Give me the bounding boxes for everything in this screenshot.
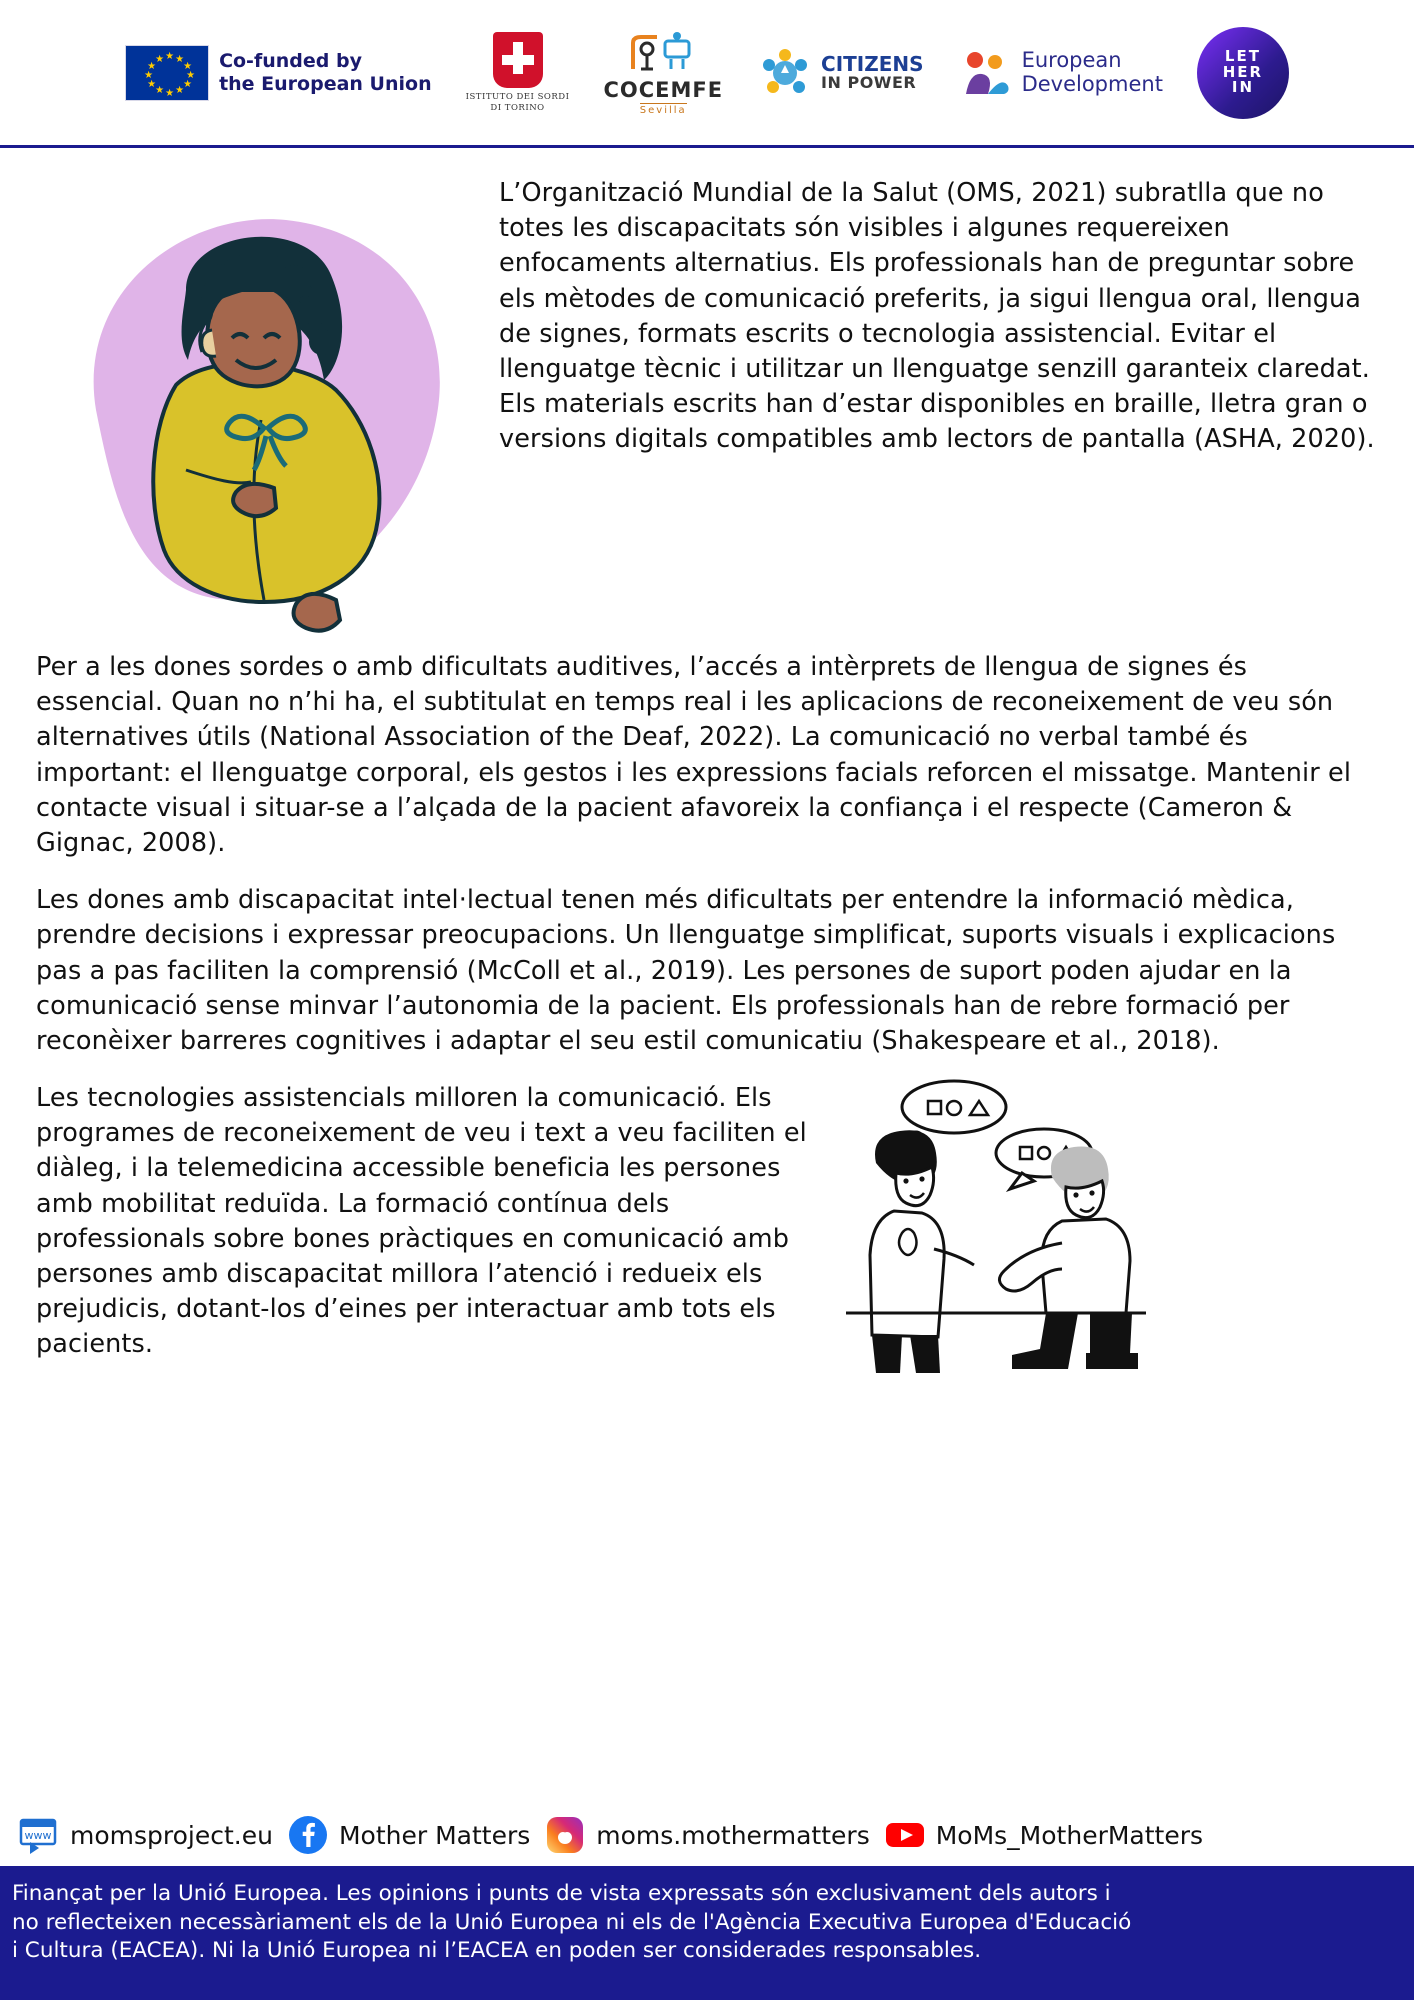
lether-line1: LET xyxy=(1224,46,1261,65)
istituto-dei-sordi-logo xyxy=(466,32,570,113)
social-label-facebook: Mother Matters xyxy=(338,1820,531,1850)
lether-in-logo xyxy=(1197,27,1289,119)
cip-line1: CITIZENS xyxy=(821,51,924,76)
pregnant-woman-illustration xyxy=(36,170,481,650)
paragraph-4: Les tecnologies assistencials milloren la comunicació. Els programes de reconeixement de veu i text a veu faciliten el diàleg, i la telemedicina accessible beneficia les persones amb mobilitat reduïda. La formació contínua dels professionals sobre bones pràctiques en comunicació amb persones amb discapacitat millora l’atenció i redueix els prejudicis, dotant-los d’eines per interactuar amb tots els pacients. xyxy=(36,1083,807,1360)
instagram-icon xyxy=(544,1814,586,1856)
social-item-youtube[interactable] xyxy=(884,1814,1203,1856)
social-item-facebook[interactable] xyxy=(287,1814,530,1856)
eu-logo-line2: the European Union xyxy=(219,72,432,95)
citizens-in-power-mark-icon xyxy=(757,45,813,101)
citizens-in-power-logo xyxy=(757,45,924,101)
social-label-website: momsproject.eu xyxy=(70,1820,273,1850)
edev-line2: Development xyxy=(1021,71,1163,96)
lether-line3: IN xyxy=(1231,78,1254,97)
cocemfe-city: Sevilla xyxy=(639,105,687,116)
isdt-line2: DI TORINO xyxy=(490,102,545,113)
disclaimer-line-3: i Cultura (EACEA). Ni la Unió Europea ni l’EACEA en poden ser considerades responsables. xyxy=(12,1938,982,1964)
document-body xyxy=(0,148,1414,1385)
cocemfe-logo xyxy=(603,29,723,116)
paragraph-3: Les dones amb discapacitat intel·lectual tenen més dificultats per entendre la informació mèdica, prendre decisions i expressar preocupacions. Un llenguatge simplificat, suports visuals i explicacions pas a pas faciliten la comprensió (McColl et al., 2019). Les persones de suport poden ajudar en la comunicació sense minvar l’autonomia de la pacient. Els professionals han de rebre formació per reconèixer barreres cognitives i adaptar el seu estil comunicatiu (Shakespeare et al., 2018). xyxy=(36,885,1336,1056)
disclaimer-line-1: Finançat per la Unió Europea. Les opinions i punts de vista expressats són exclusivament dels autors i xyxy=(12,1881,1111,1906)
consultation-illustration xyxy=(836,1077,1156,1377)
cocemfe-mark-icon xyxy=(627,29,699,77)
social-item-website[interactable] xyxy=(18,1814,273,1856)
eu-cofunded-logo xyxy=(125,45,432,101)
lether-line2: HER xyxy=(1222,62,1264,81)
cocemfe-wordmark: COCEMFE xyxy=(603,78,724,102)
edev-line1: European xyxy=(1021,48,1122,73)
cip-line2: IN POWER xyxy=(821,72,917,92)
european-development-logo xyxy=(958,46,1163,100)
youtube-icon xyxy=(884,1814,926,1856)
website-icon xyxy=(18,1814,60,1856)
intro-section xyxy=(36,170,1378,650)
cross-shield-icon xyxy=(493,32,543,88)
social-item-instagram[interactable] xyxy=(544,1814,869,1856)
social-label-youtube: MoMs_MotherMatters xyxy=(935,1820,1204,1850)
paragraph-2: Per a les dones sordes o amb dificultats auditives, l’accés a intèrprets de llengua de signes és essencial. Quan no n’hi ha, el subtitulat en temps real i les aplicacions de reconeixement de veu són alternatives útils (National Association of the Deaf, 2022). La comunicació no verbal també és important: el llenguatge corporal, els gestos i les expressions facials reforcen el missatge. Mantenir el contacte visual i situar-se a l’alçada de la pacient afavoreix la confiança i el respecte (Cameron & Gignac, 2008). xyxy=(36,652,1352,858)
facebook-icon xyxy=(287,1814,329,1856)
social-links-bar xyxy=(0,1804,1414,1866)
disclaimer-line-2: no reflecteixen necessàriament els de la Unió Europea ni els de l'Agència Executiva Europea d'Educació xyxy=(12,1909,1132,1935)
social-label-instagram: moms.mothermatters xyxy=(596,1820,870,1850)
eu-logo-line1: Co-funded by xyxy=(219,49,362,72)
assistive-tech-section xyxy=(36,1081,1378,1385)
eu-funding-disclaimer xyxy=(0,1866,1414,2000)
european-development-mark-icon xyxy=(958,46,1012,100)
partner-logo-strip xyxy=(0,0,1414,148)
paragraph-1: L’Organització Mundial de la Salut (OMS, 2021) subratlla que no totes les discapacitats són visibles i algunes requereixen enfocaments alternatius. Els professionals han de preguntar sobre els mètodes de comunicació preferits, ja sigui llengua oral, llengua de signes, formats escrits o tecnologia assistencial. Evitar el llenguatge tècnic i utilitzar un llenguatge senzill garanteix claredat. Els materials escrits han d’estar disponibles en braille, lletra gran o versions digitals compatibles amb lectors de pantalla (ASHA, 2020). xyxy=(499,178,1375,455)
svg-text:www: www xyxy=(24,1829,52,1842)
eu-flag-icon: ★ ★ ★ ★ ★ ★ ★ ★ ★ ★ ★ ★ xyxy=(125,45,209,101)
isdt-line1: ISTITUTO DEI SORDI xyxy=(465,91,570,102)
